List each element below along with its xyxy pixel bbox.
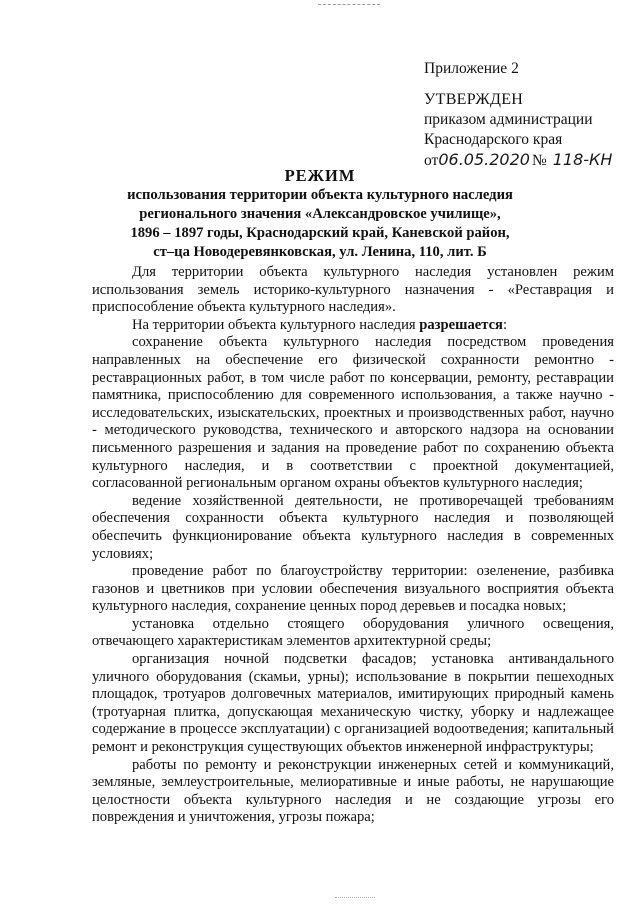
paragraph-item-2: ведение хозяйственной деятельности, не противоречащей требованиям обеспечения сохранности объекта культурного наследия и позволяющей обеспечить функционирование объекта культурного наследия в современных условиях; <box>92 492 614 562</box>
subtitle-line: ст–ца Новодеревянковская, ул. Ленина, 110, лит. Б <box>153 244 487 260</box>
subtitle-line: 1896 – 1897 годы, Краснодарский край, Каневской район, <box>130 225 510 241</box>
paragraph-item-1: сохранение объекта культурного наследия посредством проведения направленных на обеспечение его физической сохранности ремонтно - реставрационных работ, в том числе работ по консервации, ремонту, реставрации памятника, приспособлению для современного использования, а также научно - исследовательских, изыскательских, проектных и производственных работ, научно - методического руководства, технического и авторского надзора на основании письменного разрешения и задания на проведение работ по сохранению объекта культурного наследия, и в соответствии с проектной документацией, согласованной региональным органом охраны объектов культурного наследия; <box>92 334 614 492</box>
allowed-lead: На территории объекта культурного наследия <box>132 316 420 333</box>
subtitle-line: регионального значения «Александровское училище», <box>139 206 501 222</box>
number-prefix: № <box>531 152 547 169</box>
date-handwritten: 06.05.2020 <box>438 150 530 169</box>
paragraph-item-5: организация ночной подсветки фасадов; установка антивандального уличного оборудования (скамьи, урны); использование в покрытии пешеходных площадок, тротуаров долговечных материалов, имитирующих природный камень (тротуарная плитка, допускающая механическую чистку, уборку и надлежащее содержание в процессе эксплуатации) с организацией водоотведения; капитальный ремонт и реконструкция существующих объектов инженерной инфраструктуры; <box>92 651 614 756</box>
approval-line-2: Краснодарского края <box>424 131 563 148</box>
allowed-colon: : <box>502 316 507 333</box>
document-title: РЕЖИМ <box>284 166 356 185</box>
paragraph-intro: Для территории объекта культурного наследия установлен режим использования земель историко-культурного назначения - «Реставрация и приспособление объекта культурного наследия». <box>92 264 614 316</box>
scan-artifact-bottom <box>335 897 375 899</box>
approval-line-1: приказом администрации <box>424 111 593 128</box>
document-subtitle <box>90 186 550 262</box>
appendix-label: Приложение 2 <box>424 60 519 77</box>
date-prefix: от <box>424 152 439 169</box>
number-handwritten: 118-КН <box>552 150 613 169</box>
paragraph-item-6: работы по ремонту и реконструкции инженерных сетей и коммуникаций, земляные, землеустроительные, мелиоративные и иные работы, не нарушающие целостности объекта культурного наследия и не создающие угрозы его повреждения и уничтожения, угрозы пожара; <box>92 756 614 826</box>
approval-heading: УТВЕРЖДЕН <box>424 91 524 108</box>
paragraph-allowed <box>92 317 614 335</box>
approval-block <box>424 90 612 171</box>
paragraph-item-3: проведение работ по благоустройству территории: озеленение, разбивка газонов и цветников при условии обеспечения визуального восприятия объекта культурного наследия, сохранение ценных пород деревьев и посадка новых; <box>92 563 614 615</box>
document-body <box>92 264 614 827</box>
paragraph-item-4: установка отдельно стоящего оборудования уличного освещения, отвечающего характеристикам элементов архитектурной среды; <box>92 615 614 650</box>
allowed-bold: разрешается <box>419 316 503 333</box>
scan-artifact-top <box>318 4 380 6</box>
subtitle-line: использования территории объекта культурного наследия <box>127 187 513 203</box>
